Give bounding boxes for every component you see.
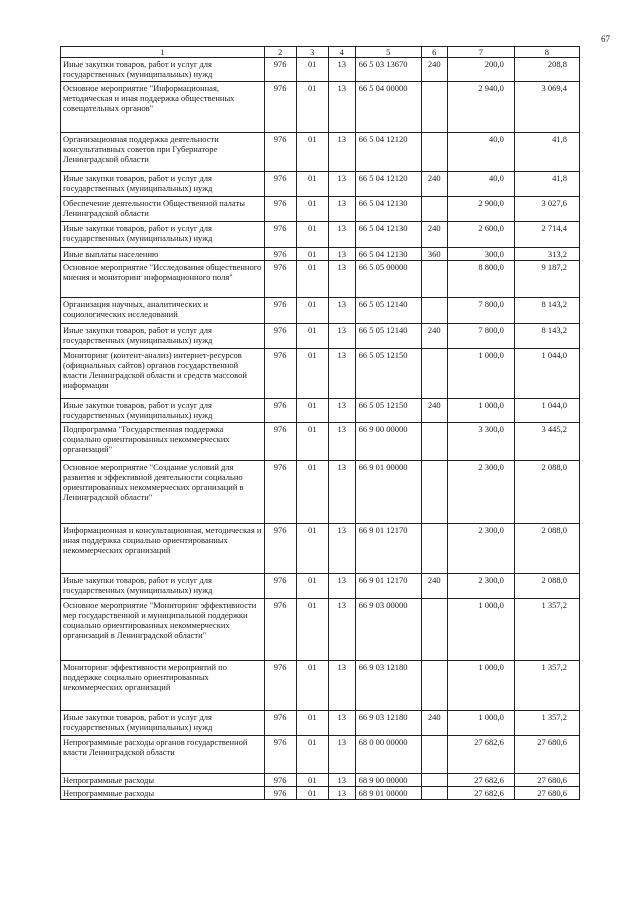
expense-type-cell: 360 [421, 247, 447, 260]
table-row [61, 171, 580, 196]
row-name-cell: Иные закупки товаров, работ и услуг для государственных (муниципальных) нужд [61, 573, 265, 598]
amount-year1-cell: 200,0 [447, 58, 514, 81]
row-name-cell: Организация научных, аналитических и социологических исследований [61, 297, 265, 323]
row-name-cell: Непрограммные расходы органов государственной власти Ленинградской области [61, 735, 265, 773]
subsection-cell: 13 [328, 171, 355, 196]
row-name-cell: Основное мероприятие "Исследования общественного мнения и мониторинг информационного поля" [61, 260, 265, 297]
subsection-cell: 13 [328, 132, 355, 171]
admin-code-cell: 976 [264, 348, 296, 398]
section-cell: 01 [296, 132, 328, 171]
subsection-cell: 13 [328, 323, 355, 348]
amount-year2-cell: 1 044,0 [514, 398, 579, 422]
section-cell: 01 [296, 735, 328, 773]
expense-type-cell: 240 [421, 573, 447, 598]
expense-type-cell: 240 [421, 58, 447, 81]
page-number: 67 [601, 34, 610, 44]
column-header: 3 [296, 47, 328, 58]
amount-year1-cell: 8 800,0 [447, 260, 514, 297]
amount-year2-cell: 3 069,4 [514, 81, 579, 132]
amount-year1-cell: 1 000,0 [447, 598, 514, 660]
section-cell: 01 [296, 598, 328, 660]
amount-year1-cell: 300,0 [447, 247, 514, 260]
amount-year1-cell: 3 300,0 [447, 422, 514, 460]
admin-code-cell: 976 [264, 710, 296, 735]
row-name-cell: Мониторинг (контент-анализ) интернет-ресурсов (официальных сайтов) органов государственной власти Ленинградской области и средств массовой информации [61, 348, 265, 398]
admin-code-cell: 976 [264, 247, 296, 260]
subsection-cell: 13 [328, 58, 355, 81]
admin-code-cell: 976 [264, 660, 296, 710]
section-cell: 01 [296, 171, 328, 196]
expense-type-cell: 240 [421, 710, 447, 735]
target-article-cell: 66 9 01 12170 [355, 573, 421, 598]
row-name-cell: Основное мероприятие "Информационная, методическая и иная поддержка общественных совещательных органов" [61, 81, 265, 132]
amount-year2-cell: 208,8 [514, 58, 579, 81]
expense-type-cell [421, 297, 447, 323]
section-cell: 01 [296, 786, 328, 799]
section-cell: 01 [296, 196, 328, 221]
amount-year2-cell: 41,8 [514, 132, 579, 171]
admin-code-cell: 976 [264, 598, 296, 660]
section-cell: 01 [296, 660, 328, 710]
amount-year2-cell: 2 088,0 [514, 523, 579, 573]
row-name-cell: Подпрограмма "Государственная поддержка социально ориентированных некоммерческих организаций" [61, 422, 265, 460]
column-header: 8 [514, 47, 579, 58]
expense-type-cell [421, 786, 447, 799]
table-row [61, 132, 580, 171]
section-cell: 01 [296, 422, 328, 460]
subsection-cell: 13 [328, 773, 355, 786]
column-header: 2 [264, 47, 296, 58]
admin-code-cell: 976 [264, 297, 296, 323]
target-article-cell: 66 5 04 12120 [355, 132, 421, 171]
amount-year1-cell: 2 300,0 [447, 460, 514, 523]
section-cell: 01 [296, 58, 328, 81]
section-cell: 01 [296, 260, 328, 297]
table-row [61, 58, 580, 81]
subsection-cell: 13 [328, 247, 355, 260]
amount-year1-cell: 40,0 [447, 171, 514, 196]
admin-code-cell: 976 [264, 132, 296, 171]
target-article-cell: 66 9 01 12170 [355, 523, 421, 573]
subsection-cell: 13 [328, 297, 355, 323]
subsection-cell: 13 [328, 786, 355, 799]
amount-year1-cell: 7 800,0 [447, 323, 514, 348]
amount-year1-cell: 2 300,0 [447, 573, 514, 598]
target-article-cell: 66 9 03 00000 [355, 598, 421, 660]
amount-year1-cell: 1 000,0 [447, 660, 514, 710]
table-row [61, 598, 580, 660]
column-header: 5 [355, 47, 421, 58]
target-article-cell: 66 9 03 12180 [355, 710, 421, 735]
target-article-cell: 66 5 05 12150 [355, 398, 421, 422]
amount-year1-cell: 27 682,6 [447, 786, 514, 799]
amount-year2-cell: 2 088,0 [514, 573, 579, 598]
admin-code-cell: 976 [264, 422, 296, 460]
expense-type-cell [421, 132, 447, 171]
subsection-cell: 13 [328, 523, 355, 573]
expense-type-cell [421, 260, 447, 297]
admin-code-cell: 976 [264, 221, 296, 247]
row-name-cell: Основное мероприятие "Создание условий для развития и эффективной деятельности социально ориентированных некоммерческих организаций в Ленинградской области" [61, 460, 265, 523]
amount-year1-cell: 27 682,6 [447, 773, 514, 786]
section-cell: 01 [296, 398, 328, 422]
table-row [61, 660, 580, 710]
amount-year2-cell: 3 027,6 [514, 196, 579, 221]
amount-year2-cell: 1 044,0 [514, 348, 579, 398]
amount-year1-cell: 1 000,0 [447, 348, 514, 398]
target-article-cell: 66 9 01 00000 [355, 460, 421, 523]
row-name-cell: Организационная поддержка деятельности консультативных советов при Губернаторе Ленинградской области [61, 132, 265, 171]
amount-year1-cell: 2 600,0 [447, 221, 514, 247]
target-article-cell: 66 5 05 00000 [355, 260, 421, 297]
table-row [61, 196, 580, 221]
table-row [61, 460, 580, 523]
table-row [61, 573, 580, 598]
subsection-cell: 13 [328, 348, 355, 398]
section-cell: 01 [296, 247, 328, 260]
amount-year1-cell: 2 940,0 [447, 81, 514, 132]
target-article-cell: 66 5 04 12120 [355, 171, 421, 196]
section-cell: 01 [296, 573, 328, 598]
section-cell: 01 [296, 710, 328, 735]
amount-year1-cell: 2 300,0 [447, 523, 514, 573]
target-article-cell: 66 9 03 12180 [355, 660, 421, 710]
expense-type-cell [421, 460, 447, 523]
subsection-cell: 13 [328, 422, 355, 460]
expense-type-cell: 240 [421, 323, 447, 348]
row-name-cell: Иные закупки товаров, работ и услуг для государственных (муниципальных) нужд [61, 221, 265, 247]
section-cell: 01 [296, 323, 328, 348]
target-article-cell: 66 5 04 00000 [355, 81, 421, 132]
amount-year2-cell: 1 357,2 [514, 660, 579, 710]
expense-type-cell [421, 598, 447, 660]
row-name-cell: Мониторинг эффективности мероприятий по поддержке социально ориентированных некоммерческих организаций [61, 660, 265, 710]
target-article-cell: 66 9 00 00000 [355, 422, 421, 460]
table-row [61, 710, 580, 735]
table-row [61, 323, 580, 348]
subsection-cell: 13 [328, 81, 355, 132]
table-row [61, 247, 580, 260]
table-body [61, 58, 580, 800]
amount-year2-cell: 41,8 [514, 171, 579, 196]
target-article-cell: 68 9 00 00000 [355, 773, 421, 786]
amount-year2-cell: 2 714,4 [514, 221, 579, 247]
expense-type-cell [421, 523, 447, 573]
admin-code-cell: 976 [264, 323, 296, 348]
subsection-cell: 13 [328, 735, 355, 773]
amount-year2-cell: 313,2 [514, 247, 579, 260]
amount-year2-cell: 27 680,6 [514, 786, 579, 799]
row-name-cell: Обеспечение деятельности Общественной палаты Ленинградской области [61, 196, 265, 221]
row-name-cell: Иные закупки товаров, работ и услуг для государственных (муниципальных) нужд [61, 171, 265, 196]
expense-type-cell [421, 422, 447, 460]
amount-year1-cell: 27 682,6 [447, 735, 514, 773]
row-name-cell: Непрограммные расходы [61, 786, 265, 799]
expense-type-cell: 240 [421, 398, 447, 422]
row-name-cell: Иные закупки товаров, работ и услуг для государственных (муниципальных) нужд [61, 323, 265, 348]
expense-type-cell [421, 196, 447, 221]
row-name-cell: Информационная и консультационная, методическая и иная поддержка социально ориентированных некоммерческих организаций [61, 523, 265, 573]
table-row [61, 260, 580, 297]
amount-year2-cell: 2 088,0 [514, 460, 579, 523]
expense-type-cell [421, 348, 447, 398]
table-row [61, 735, 580, 773]
admin-code-cell: 976 [264, 260, 296, 297]
admin-code-cell: 976 [264, 786, 296, 799]
amount-year1-cell: 2 900,0 [447, 196, 514, 221]
row-name-cell: Иные закупки товаров, работ и услуг для государственных (муниципальных) нужд [61, 398, 265, 422]
amount-year2-cell: 3 445,2 [514, 422, 579, 460]
table-row [61, 786, 580, 799]
subsection-cell: 13 [328, 573, 355, 598]
section-cell: 01 [296, 523, 328, 573]
target-article-cell: 66 5 03 13670 [355, 58, 421, 81]
expense-type-cell [421, 735, 447, 773]
expense-type-cell [421, 773, 447, 786]
table-row [61, 81, 580, 132]
column-header: 1 [61, 47, 265, 58]
subsection-cell: 13 [328, 460, 355, 523]
admin-code-cell: 976 [264, 171, 296, 196]
admin-code-cell: 976 [264, 196, 296, 221]
expense-type-cell: 240 [421, 221, 447, 247]
row-name-cell: Иные закупки товаров, работ и услуг для государственных (муниципальных) нужд [61, 58, 265, 81]
target-article-cell: 66 5 04 12130 [355, 221, 421, 247]
target-article-cell: 66 5 05 12140 [355, 323, 421, 348]
amount-year1-cell: 7 800,0 [447, 297, 514, 323]
expense-type-cell [421, 660, 447, 710]
subsection-cell: 13 [328, 398, 355, 422]
column-header: 6 [421, 47, 447, 58]
target-article-cell: 68 0 00 00000 [355, 735, 421, 773]
expense-type-cell [421, 81, 447, 132]
amount-year2-cell: 1 357,2 [514, 710, 579, 735]
section-cell: 01 [296, 773, 328, 786]
amount-year2-cell: 8 143,2 [514, 323, 579, 348]
section-cell: 01 [296, 221, 328, 247]
row-name-cell: Иные закупки товаров, работ и услуг для государственных (муниципальных) нужд [61, 710, 265, 735]
amount-year2-cell: 27 680,6 [514, 773, 579, 786]
subsection-cell: 13 [328, 598, 355, 660]
header-row [61, 47, 580, 58]
admin-code-cell: 976 [264, 573, 296, 598]
row-name-cell: Иные выплаты населению [61, 247, 265, 260]
admin-code-cell: 976 [264, 523, 296, 573]
table-row [61, 221, 580, 247]
admin-code-cell: 976 [264, 398, 296, 422]
section-cell: 01 [296, 460, 328, 523]
amount-year1-cell: 1 000,0 [447, 398, 514, 422]
table-row [61, 773, 580, 786]
table-row [61, 297, 580, 323]
subsection-cell: 13 [328, 196, 355, 221]
amount-year2-cell: 27 680,6 [514, 735, 579, 773]
subsection-cell: 13 [328, 710, 355, 735]
row-name-cell: Непрограммные расходы [61, 773, 265, 786]
subsection-cell: 13 [328, 260, 355, 297]
admin-code-cell: 976 [264, 58, 296, 81]
amount-year1-cell: 40,0 [447, 132, 514, 171]
admin-code-cell: 976 [264, 460, 296, 523]
budget-table [60, 46, 580, 800]
table-row [61, 398, 580, 422]
section-cell: 01 [296, 81, 328, 132]
target-article-cell: 66 5 05 12140 [355, 297, 421, 323]
row-name-cell: Основное мероприятие "Мониторинг эффективности мер государственной и муниципальной поддержки социально ориентированных некоммерческих организаций в Ленинградской области" [61, 598, 265, 660]
admin-code-cell: 976 [264, 81, 296, 132]
section-cell: 01 [296, 297, 328, 323]
amount-year1-cell: 1 000,0 [447, 710, 514, 735]
amount-year2-cell: 1 357,2 [514, 598, 579, 660]
admin-code-cell: 976 [264, 773, 296, 786]
column-header: 7 [447, 47, 514, 58]
expense-type-cell: 240 [421, 171, 447, 196]
amount-year2-cell: 9 187,2 [514, 260, 579, 297]
subsection-cell: 13 [328, 660, 355, 710]
table-row [61, 422, 580, 460]
admin-code-cell: 976 [264, 735, 296, 773]
column-header: 4 [328, 47, 355, 58]
section-cell: 01 [296, 348, 328, 398]
target-article-cell: 66 5 05 12150 [355, 348, 421, 398]
table-row [61, 348, 580, 398]
target-article-cell: 68 9 01 00000 [355, 786, 421, 799]
subsection-cell: 13 [328, 221, 355, 247]
table-row [61, 523, 580, 573]
target-article-cell: 66 5 04 12130 [355, 196, 421, 221]
amount-year2-cell: 8 143,2 [514, 297, 579, 323]
target-article-cell: 66 5 04 12130 [355, 247, 421, 260]
